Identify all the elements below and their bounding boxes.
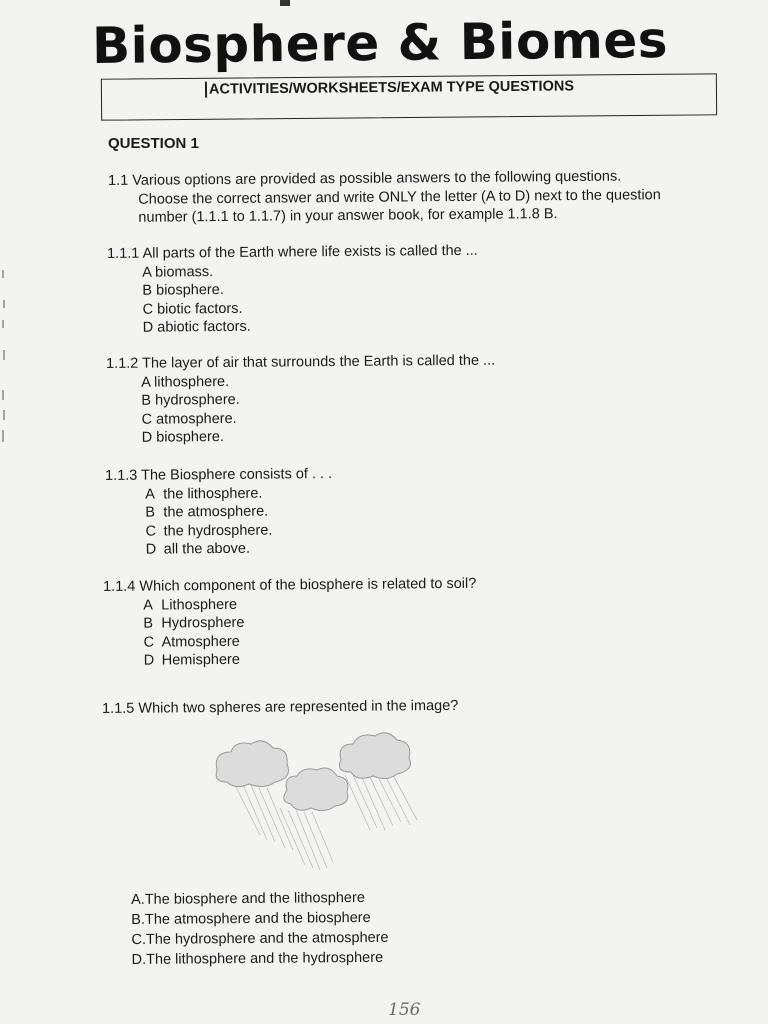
question-stem: 1.1.4 Which component of the biosphere is related to soil?	[103, 575, 477, 595]
option-letter: C	[145, 523, 157, 540]
option-text: Hemisphere	[161, 651, 240, 669]
page-title: Biosphere & Biomes	[91, 10, 669, 76]
answer-option: D biosphere.	[141, 428, 225, 446]
answer-option: B hydrosphere.	[141, 391, 240, 409]
option-text: Lithosphere	[161, 596, 238, 613]
option-letter: A	[143, 597, 153, 614]
question-stem: 1.1.3 The Biosphere consists of . . .	[105, 466, 333, 484]
option-letter: B	[145, 504, 156, 521]
rain-clouds-illustration	[205, 730, 435, 880]
question-1-1-5-options	[131, 888, 389, 970]
question-1-1-3	[105, 465, 333, 559]
binding-marks	[0, 260, 12, 460]
answer-option: A biomass.	[142, 263, 214, 281]
question-1-1-5	[102, 697, 458, 719]
answer-option	[105, 502, 332, 522]
option-text: the hydrosphere.	[163, 522, 273, 539]
option-text: the lithosphere.	[163, 485, 263, 502]
option-letter: A	[145, 486, 155, 503]
instruction-line: Choose the correct answer and write ONLY the letter (A to D) next to the question	[138, 186, 661, 208]
question-heading: QUESTION 1	[108, 135, 199, 152]
answer-option: B.The atmosphere and the biosphere	[131, 909, 371, 928]
answer-option: A.The biosphere and the lithosphere	[131, 889, 365, 908]
answer-option: C.The hydrosphere and the atmosphere	[131, 929, 389, 948]
page-number: 156	[388, 1000, 421, 1020]
question-1-1-2	[106, 352, 496, 448]
page-subtitle: ACTIVITIES/WORKSHEETS/EXAM TYPE QUESTIONS	[205, 78, 574, 97]
answer-option	[105, 484, 332, 504]
option-text: Atmosphere	[161, 633, 240, 650]
cloud-icon	[284, 768, 348, 811]
answer-option: C atmosphere.	[141, 410, 237, 428]
option-text: the atmosphere.	[163, 503, 269, 521]
question-1-1-1	[107, 242, 479, 338]
answer-option: D abiotic factors.	[142, 318, 251, 336]
question-1-1-4	[103, 575, 477, 671]
instruction-line: 1.1 Various options are provided as possible answers to the following questions.	[108, 168, 622, 189]
option-letter: B	[143, 615, 154, 632]
answer-option	[106, 539, 333, 559]
option-letter: D	[145, 541, 157, 558]
option-text: Hydrosphere	[161, 614, 245, 632]
option-letter: D	[143, 652, 155, 669]
question-stem: 1.1.1 All parts of the Earth where life exists is called the ...	[107, 242, 478, 262]
answer-option	[104, 649, 477, 671]
answer-option: D.The lithosphere and the hydrosphere	[131, 949, 384, 968]
question-stem: 1.1.2 The layer of air that surrounds the Earth is called the ...	[106, 352, 496, 372]
instructions	[108, 167, 708, 228]
answer-option: C biotic factors.	[142, 300, 243, 318]
scan-mark	[280, 0, 290, 6]
option-letter: C	[143, 634, 155, 651]
answer-option: A lithosphere.	[141, 373, 230, 391]
instruction-line: number (1.1.1 to 1.1.7) in your answer book, for example 1.1.8 B.	[138, 206, 558, 226]
answer-option	[105, 521, 332, 541]
cloud-icon	[216, 741, 288, 787]
question-stem: 1.1.5 Which two spheres are represented in the image?	[102, 697, 459, 717]
option-text: all the above.	[163, 540, 251, 558]
answer-option: B biosphere.	[142, 281, 224, 299]
cloud-icon	[339, 733, 410, 779]
